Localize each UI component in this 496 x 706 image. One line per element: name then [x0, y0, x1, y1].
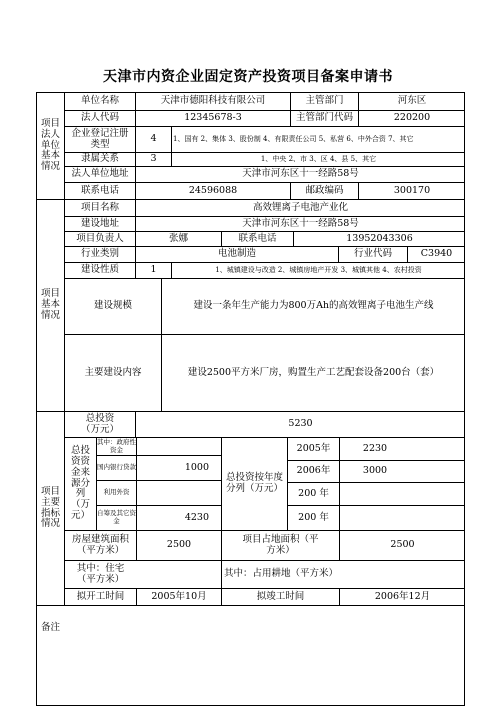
- industry-code-label: 行业代码: [353, 248, 392, 260]
- total-investment-value: 5230: [288, 418, 313, 430]
- construction-nature-options: 1、城镇建设与改造 2、城镇房地产开发 3、城镇其他 4、农村投资: [215, 266, 422, 275]
- gov-funds-value: [137, 438, 221, 455]
- construction-scale-label: 建设规模: [93, 300, 132, 312]
- project-name-value: 高效锂离子电池产业化: [252, 201, 348, 213]
- remarks-label: 备注: [40, 621, 60, 633]
- land-area-label: 项目占地面积（平方米）: [242, 533, 319, 556]
- project-manager-label: 项目负责人: [76, 232, 124, 244]
- self-funds-label: 自筹及其它资金: [97, 509, 136, 525]
- site-label: 建设地址: [80, 217, 119, 229]
- start-time-value: 2005年10月: [151, 590, 207, 602]
- industry-label: 行业类别: [80, 248, 119, 260]
- unit-name-value: 天津市德阳科技有限公司: [160, 95, 266, 107]
- authority-value: 河东区: [397, 95, 427, 107]
- registration-type-value: 4: [150, 133, 157, 145]
- housing-area-value: [137, 561, 221, 588]
- start-time-label: 拟开工时间: [76, 590, 125, 602]
- year-1-label: 2005年: [296, 442, 331, 454]
- foreign-capital-value: [137, 481, 221, 505]
- main-content-value: 建设2500平方米厂房，购置生产工艺配套设备200台（套）: [187, 366, 440, 378]
- authority-code-value: 220200: [393, 112, 431, 124]
- bank-loan-label: 国内银行贷款: [97, 463, 136, 472]
- registration-type-options: 1、国有 2、集体 3、股份制 4、有限责任公司 5、私营 6、中外合资 7、其它: [173, 135, 414, 144]
- industry-code-value: C3940: [420, 248, 453, 260]
- legal-code-label: 法人代码: [80, 112, 119, 124]
- year-3-amount: [340, 483, 410, 505]
- land-area-value: 2500: [390, 539, 415, 551]
- farmland-area-label: 其中：占用耕地（平方米）: [224, 568, 339, 580]
- section-indicators-heading: 项目主要指标情况: [40, 485, 60, 530]
- remarks-value: [65, 606, 465, 650]
- bank-loan-value: 1000: [184, 461, 209, 473]
- registration-type-label: 企业登记注册类型: [71, 127, 129, 150]
- legal-code-value: 12345678-3: [184, 112, 242, 124]
- construction-scale-value: 建设一条年生产能力为800万Ah的高效锂离子电池生产线: [193, 300, 434, 312]
- project-name-label: 项目名称: [80, 201, 119, 213]
- farmland-area-value: [405, 561, 465, 588]
- contact-phone-value: 13952043306: [346, 232, 413, 244]
- building-area-value: 2500: [166, 539, 192, 551]
- affiliation-value: 3: [150, 153, 157, 165]
- site-value: 天津市河东区十一经路58号: [242, 217, 359, 229]
- total-investment-label: 总投资（万元）: [80, 412, 119, 435]
- phone-label: 联系电话: [80, 184, 119, 196]
- year-4-label: 200 年: [298, 511, 329, 523]
- finish-time-value: 2006年12月: [374, 590, 431, 602]
- affiliation-label: 隶属关系: [80, 153, 119, 165]
- affiliation-options: 1、中央 2、市 3、区 4、县 5、其它: [260, 155, 377, 164]
- construction-nature-label: 建设性质: [80, 264, 119, 276]
- year-2-label: 2006年: [296, 465, 331, 477]
- address-label: 法人单位地址: [71, 168, 129, 180]
- postal-code-value: 300170: [393, 184, 431, 196]
- authority-label: 主管部门: [305, 95, 344, 107]
- phone-value: 24596088: [188, 184, 238, 196]
- main-content-label: 主要建设内容: [84, 366, 142, 378]
- gov-funds-label: 其中：政府性资金: [97, 438, 136, 454]
- foreign-capital-label: 利用外资: [103, 488, 130, 497]
- year-4-amount: [340, 506, 410, 530]
- construction-nature-value: 1: [150, 264, 157, 276]
- project-manager-value: 张娜: [168, 232, 188, 244]
- unit-name-label: 单位名称: [80, 95, 119, 107]
- industry-value: 电池制造: [217, 248, 256, 260]
- building-area-label: 房屋建筑面积（平方米）: [71, 533, 129, 556]
- contact-phone-label: 联系电话: [238, 232, 277, 244]
- year-2-amount: 3000: [362, 465, 388, 477]
- self-funds-value: 4230: [184, 511, 209, 523]
- section-legal-unit-heading: 项目法人单位基本情况: [40, 117, 60, 173]
- housing-area-label: 其中：住宅（平方米）: [76, 562, 125, 585]
- year-3-label: 200 年: [298, 487, 329, 499]
- section-project-basic-heading: 项目基本情况: [40, 288, 60, 321]
- funding-source-label: 总投资资金来源分列（万元）: [70, 444, 90, 522]
- annual-investment-label: 总投资按年度分列（万元）: [225, 472, 283, 494]
- finish-time-label: 拟竣工时间: [256, 590, 305, 602]
- address-value: 天津市河东区十一经路58号: [242, 168, 359, 180]
- postal-code-label: 邮政编码: [305, 184, 344, 196]
- page-title: 天津市内资企业固定资产投资项目备案申请书: [103, 69, 393, 85]
- year-1-amount: 2230: [362, 442, 388, 454]
- authority-code-label: 主管部门代码: [295, 112, 353, 124]
